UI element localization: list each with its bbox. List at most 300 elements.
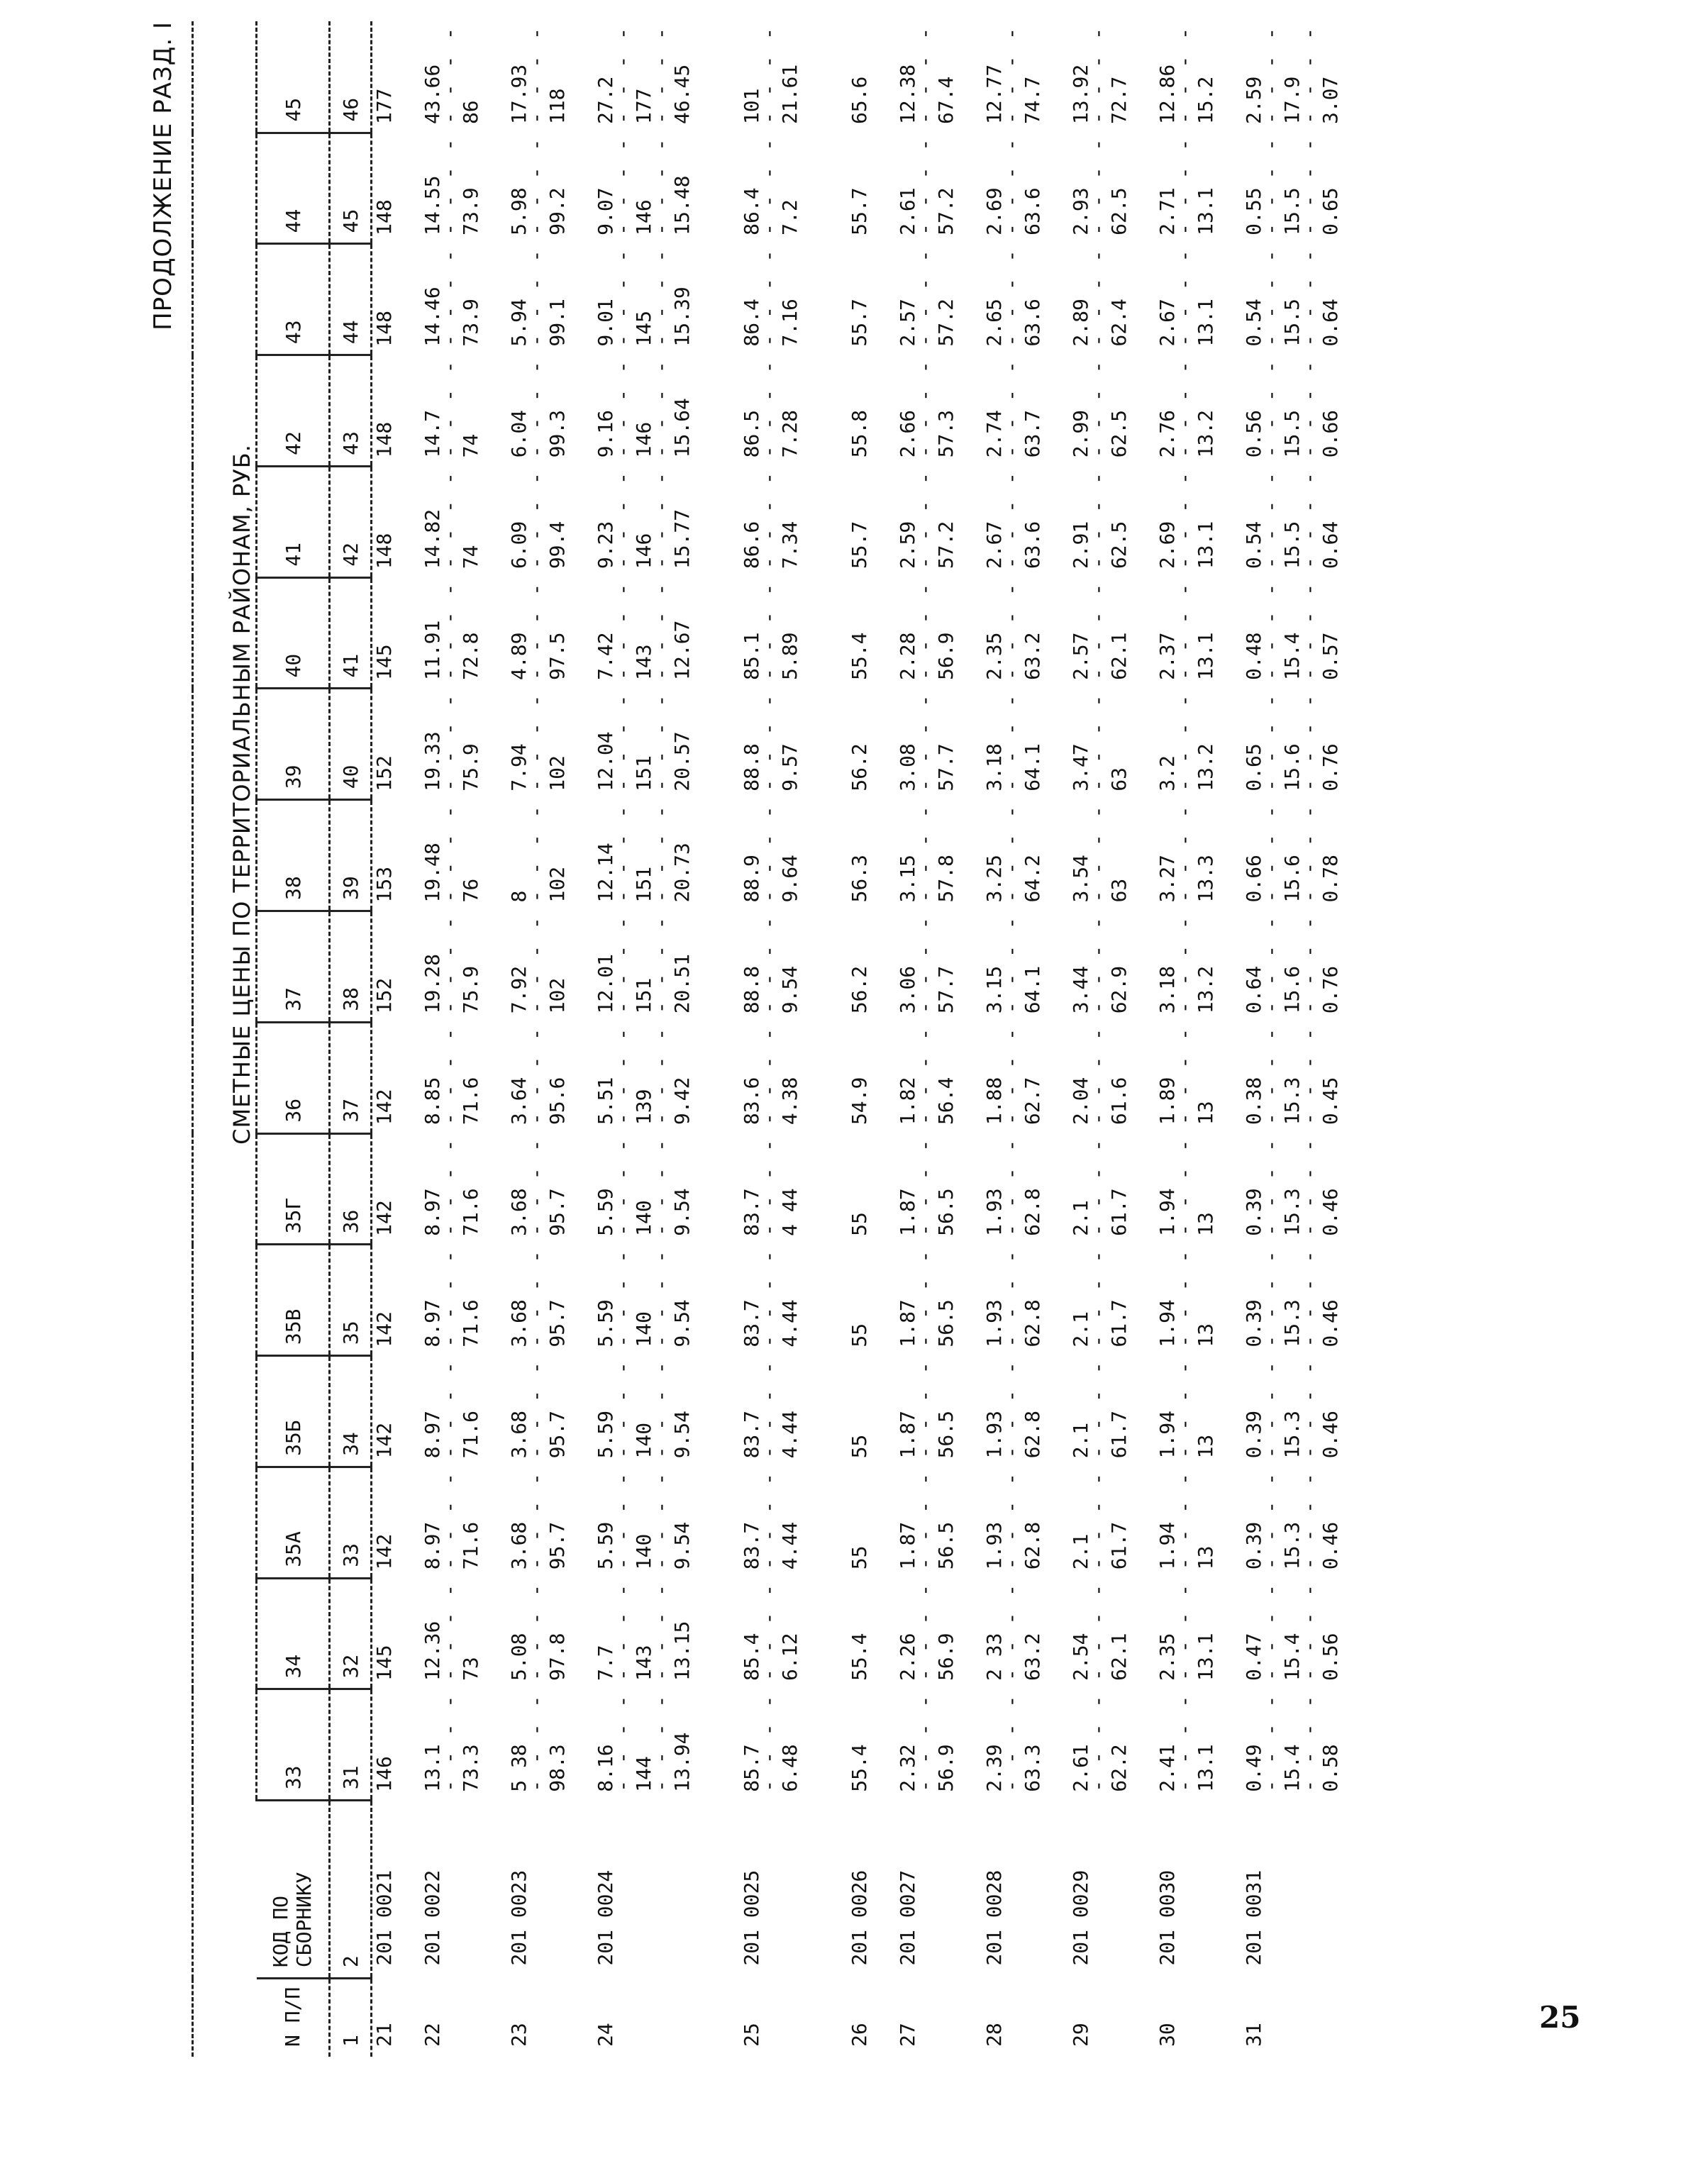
dash-separator (1006, 21, 1021, 124)
dash-separator (1093, 1356, 1107, 1459)
dash-separator (1093, 911, 1107, 1014)
price-value: 15.3 (1280, 1299, 1304, 1347)
dash-separator (1093, 1133, 1107, 1236)
price-value: 143 (632, 1645, 655, 1681)
dash-separator (656, 1022, 670, 1125)
price-cell (1069, 800, 1131, 911)
price-value: 1.93 (982, 1521, 1006, 1570)
dash-separator (1093, 1689, 1107, 1792)
price-cell (1242, 911, 1343, 1023)
price-cell (896, 1022, 958, 1133)
price-value: 0.48 (1242, 632, 1265, 680)
price-cell (826, 1689, 872, 1801)
price-value: 2.59 (896, 521, 919, 569)
dash-separator (618, 133, 632, 235)
dash-separator (1006, 1578, 1021, 1681)
dash-separator (1304, 800, 1319, 903)
price-value: 177 (372, 88, 396, 125)
region-header: 39 (257, 689, 330, 800)
price-cell (1155, 1133, 1218, 1245)
price-value: 55 (848, 1434, 871, 1459)
dash-separator (1304, 1245, 1319, 1347)
dash-separator (1093, 800, 1107, 903)
price-value: 63.7 (1021, 409, 1044, 458)
price-value: 151 (632, 755, 655, 791)
price-value: 140 (632, 1311, 655, 1347)
price-cell (1242, 133, 1343, 244)
price-value: 0.39 (1242, 1188, 1265, 1236)
price-value: 61.7 (1107, 1521, 1131, 1570)
row-code: 201 0025 (740, 1869, 763, 1966)
price-cell (1242, 1689, 1343, 1801)
dash-separator (656, 244, 670, 347)
column-number: 35 (330, 1245, 372, 1356)
price-cell (719, 1356, 802, 1467)
price-value: 72.8 (459, 632, 482, 680)
price-value: 151 (632, 866, 655, 903)
price-cell (421, 1245, 483, 1356)
price-cell (507, 689, 570, 800)
price-value: 7.7 (594, 1645, 617, 1681)
price-value: 55 (848, 1545, 871, 1570)
price-value: 95.7 (545, 1299, 569, 1347)
price-value: 95.6 (545, 1077, 569, 1126)
dash-separator (764, 21, 778, 124)
price-value: 55 (848, 1323, 871, 1347)
dash-separator (1304, 1689, 1319, 1792)
price-cell (507, 244, 570, 355)
price-cell (594, 1578, 694, 1689)
price-value: 7.16 (778, 299, 802, 347)
price-cell (826, 466, 872, 577)
price-cell (826, 21, 872, 133)
dash-separator (531, 577, 545, 680)
price-value: 3.68 (507, 1521, 531, 1570)
price-value: 72.7 (1107, 76, 1131, 125)
price-value: 63.3 (1021, 1744, 1044, 1792)
region-header: 43 (257, 244, 330, 355)
price-cell (421, 1467, 483, 1578)
price-value: 14.46 (421, 287, 444, 347)
price-value: 7.42 (594, 632, 617, 680)
price-value: 13.1 (421, 1744, 444, 1792)
price-value: 1.94 (1155, 1299, 1179, 1347)
row-code: 201 0021 (372, 1869, 396, 1966)
dash-separator (1180, 800, 1194, 903)
price-value: 3.2 (1155, 755, 1179, 791)
price-cell (1242, 466, 1343, 577)
price-value: 17.93 (507, 64, 531, 125)
dash-separator (1180, 1356, 1194, 1459)
price-cell (421, 1022, 483, 1133)
price-value: 57.7 (934, 743, 958, 791)
price-value: 2.41 (1155, 1744, 1179, 1792)
price-cell (372, 466, 397, 577)
price-value: 148 (372, 199, 396, 235)
price-value: 5.94 (507, 299, 531, 347)
price-cell (1155, 1022, 1218, 1133)
price-value: 74 (459, 545, 482, 569)
price-cell (372, 1245, 397, 1356)
price-value: 2.57 (896, 299, 919, 347)
column-number: 43 (330, 355, 372, 467)
price-cell (719, 1689, 802, 1801)
price-cell (594, 1689, 694, 1801)
price-value: 15.2 (1194, 76, 1217, 125)
price-value: 56.5 (934, 1299, 958, 1347)
col-code-header: КОД ПО СБОРНИКУ (257, 1801, 330, 1979)
dash-separator (1006, 244, 1021, 347)
dash-separator (1266, 1467, 1280, 1569)
price-value: 6.48 (778, 1744, 802, 1792)
price-value: 102 (545, 977, 569, 1014)
price-cell (826, 244, 872, 355)
dash-separator (531, 133, 545, 235)
price-value: 142 (372, 1311, 396, 1347)
header-caption-row (193, 21, 257, 2057)
dash-separator (1180, 1245, 1194, 1347)
price-value: 101 (740, 88, 763, 125)
dash-separator (1006, 1133, 1021, 1236)
price-value: 3.47 (1069, 743, 1092, 791)
dash-separator (656, 466, 670, 569)
column-number: 31 (330, 1689, 372, 1801)
table-caption: СМЕТНЫЕ ЦЕНЫ ПО ТЕРРИТОРИАЛЬНЫМ РАЙОНАМ, РУБ. (228, 444, 255, 1145)
price-cell (826, 689, 872, 800)
price-value: 5 38 (507, 1744, 531, 1792)
price-cell (594, 911, 694, 1023)
price-value: 15.77 (670, 508, 694, 569)
table-row (719, 21, 802, 2057)
column-number: 38 (330, 911, 372, 1023)
price-cell (826, 800, 872, 911)
price-value: 63.6 (1021, 521, 1044, 569)
dash-separator (656, 21, 670, 124)
dash-separator (1266, 1356, 1280, 1459)
dash-separator (1006, 577, 1021, 680)
price-cell (507, 466, 570, 577)
price-value: 62.9 (1107, 965, 1131, 1014)
price-cell (1155, 577, 1218, 689)
dash-separator (764, 466, 778, 569)
price-value: 9.01 (594, 299, 617, 347)
price-cell (896, 689, 958, 800)
price-value: 55.4 (848, 632, 871, 680)
dash-separator (764, 1578, 778, 1681)
price-value: 9.23 (594, 521, 617, 569)
price-cell (1242, 1467, 1343, 1578)
price-value: 11.91 (421, 620, 444, 680)
price-table (192, 21, 1367, 2057)
price-value: 148 (372, 311, 396, 347)
price-cell (372, 800, 397, 911)
dash-separator (618, 355, 632, 458)
price-cell (507, 800, 570, 911)
price-value: 15.5 (1280, 521, 1304, 569)
price-value: 15.5 (1280, 187, 1304, 235)
price-cell (1242, 1133, 1343, 1245)
price-cell (594, 1022, 694, 1133)
price-value: 55.4 (848, 1744, 871, 1792)
gap-cell (872, 21, 896, 2057)
price-value: 74.7 (1021, 76, 1044, 125)
price-value: 85.7 (740, 1744, 763, 1792)
price-value: 64.1 (1021, 743, 1044, 791)
price-value: 1.87 (896, 1299, 919, 1347)
price-cell (594, 577, 694, 689)
price-value: 71.6 (459, 1188, 482, 1236)
price-value: 13.92 (1069, 64, 1092, 125)
price-value: 1.93 (982, 1410, 1006, 1459)
price-value: 15.48 (670, 175, 694, 235)
price-value: 8.16 (594, 1744, 617, 1792)
price-cell (1155, 244, 1218, 355)
row-code: 201 0027 (896, 1869, 919, 1966)
price-cell (1242, 689, 1343, 800)
price-cell (896, 577, 958, 689)
dash-separator (531, 689, 545, 791)
price-value: 140 (632, 1533, 655, 1570)
price-cell (1069, 133, 1131, 244)
price-value: 71.6 (459, 1521, 482, 1570)
dash-separator (920, 244, 934, 347)
price-value: 0.39 (1242, 1521, 1265, 1570)
dash-separator (656, 1467, 670, 1569)
price-value: 13.1 (1194, 1744, 1217, 1792)
dash-separator (920, 800, 934, 903)
price-cell (1155, 133, 1218, 244)
price-value: 2.67 (1155, 299, 1179, 347)
price-value: 1.94 (1155, 1188, 1179, 1236)
price-value: 151 (632, 977, 655, 1014)
column-number: 41 (330, 577, 372, 689)
price-cell (1155, 800, 1218, 911)
table-row (1242, 21, 1343, 2057)
price-value: 86.5 (740, 409, 763, 458)
price-value: 6.04 (507, 409, 531, 458)
dash-separator (656, 689, 670, 791)
price-cell (372, 689, 397, 800)
price-value: 0.65 (1242, 743, 1265, 791)
row-gap (570, 21, 594, 2057)
dash-separator (1266, 800, 1280, 903)
dash-separator (1180, 1467, 1194, 1569)
price-value: 13 (1194, 1323, 1217, 1347)
price-value: 2.35 (982, 632, 1006, 680)
price-value: 2.26 (896, 1633, 919, 1681)
price-value: 2.69 (1155, 521, 1179, 569)
price-value: 143 (632, 644, 655, 680)
price-cell (421, 911, 483, 1023)
price-value: 4.89 (507, 632, 531, 680)
row-gap (1045, 21, 1069, 2057)
dash-separator (920, 1245, 934, 1347)
price-value: 5.89 (778, 632, 802, 680)
price-cell (826, 1133, 872, 1245)
price-value: 2.66 (896, 409, 919, 458)
price-value: 3.08 (896, 743, 919, 791)
dash-separator (1266, 1133, 1280, 1236)
price-value: 15.39 (670, 287, 694, 347)
price-cell (896, 133, 958, 244)
price-value: 56.3 (848, 855, 871, 903)
gap-cell (1045, 21, 1069, 2057)
dash-separator (1093, 133, 1107, 235)
price-cell (507, 1689, 570, 1801)
price-cell (1069, 1133, 1131, 1245)
table-row (982, 21, 1045, 2057)
price-value: 15.6 (1280, 855, 1304, 903)
price-value: 15.4 (1280, 632, 1304, 680)
dash-separator (1180, 689, 1194, 791)
dash-separator (1304, 577, 1319, 680)
price-cell (1155, 689, 1218, 800)
price-value: 56.5 (934, 1188, 958, 1236)
dash-separator (445, 1022, 459, 1125)
dash-separator (1006, 133, 1021, 235)
price-value: 12.04 (594, 731, 617, 791)
price-value: 5.51 (594, 1077, 617, 1126)
header-colnum-row (330, 21, 372, 2057)
column-number: 2 (330, 1801, 372, 1979)
price-value: 13 (1194, 1545, 1217, 1570)
price-value: 62.7 (1021, 1077, 1044, 1126)
price-value: 3.68 (507, 1299, 531, 1347)
dash-separator (445, 244, 459, 347)
region-header: 41 (257, 466, 330, 577)
price-value: 152 (372, 755, 396, 791)
price-cell (982, 689, 1045, 800)
price-value: 99.2 (545, 187, 569, 235)
price-value: 56.2 (848, 965, 871, 1014)
price-value: 62.1 (1107, 1633, 1131, 1681)
price-cell (982, 1578, 1045, 1689)
price-cell (594, 1467, 694, 1578)
dash-separator (1093, 577, 1107, 680)
price-cell (1242, 1022, 1343, 1133)
price-value: 144 (632, 1756, 655, 1792)
price-value: 142 (372, 1422, 396, 1459)
price-value: 15.5 (1280, 299, 1304, 347)
dash-separator (445, 577, 459, 680)
price-value: 140 (632, 1200, 655, 1236)
price-value: 9.54 (670, 1188, 694, 1236)
column-number: 40 (330, 689, 372, 800)
dash-separator (1006, 1245, 1021, 1347)
header-region-row (257, 21, 330, 2057)
dash-separator (1093, 355, 1107, 458)
column-number: 46 (330, 21, 372, 133)
price-cell (1155, 1467, 1218, 1578)
dash-separator (445, 911, 459, 1014)
dash-separator (1304, 244, 1319, 347)
price-value: 0.64 (1242, 965, 1265, 1014)
dash-separator (1180, 1133, 1194, 1236)
column-number: 32 (330, 1578, 372, 1689)
price-value: 62.8 (1021, 1188, 1044, 1236)
price-value: 2.57 (1069, 632, 1092, 680)
price-value: 3.15 (982, 965, 1006, 1014)
price-value: 145 (372, 644, 396, 680)
price-value: 86.6 (740, 521, 763, 569)
dash-separator (1006, 466, 1021, 569)
dash-separator (920, 911, 934, 1014)
price-cell (896, 1578, 958, 1689)
dash-separator (1180, 911, 1194, 1014)
price-value: 57.2 (934, 187, 958, 235)
price-value: 86.4 (740, 299, 763, 347)
dash-separator (1006, 800, 1021, 903)
dash-separator (1266, 133, 1280, 235)
price-value: 83.7 (740, 1188, 763, 1236)
table-row (372, 21, 397, 2057)
price-cell (1069, 355, 1131, 467)
price-value: 146 (632, 199, 655, 235)
row-gap (872, 21, 896, 2057)
continuation-heading: ПРОДОЛЖЕНИЕ РАЗД. I (149, 21, 177, 330)
table-row (594, 21, 694, 2057)
row-gap (958, 21, 982, 2057)
row-gap (1218, 21, 1242, 2057)
dash-separator (1304, 1022, 1319, 1125)
price-value: 2.1 (1069, 1533, 1092, 1570)
price-value: 63.6 (1021, 299, 1044, 347)
dash-separator (618, 577, 632, 680)
price-value: 17.9 (1280, 76, 1304, 125)
price-value: 0.66 (1242, 855, 1265, 903)
price-cell (719, 466, 802, 577)
price-value: 5.08 (507, 1633, 531, 1681)
dash-separator (531, 911, 545, 1014)
price-cell (1242, 577, 1343, 689)
price-value: 140 (632, 1422, 655, 1459)
price-value: 142 (372, 1533, 396, 1570)
price-cell (896, 466, 958, 577)
price-cell (896, 1133, 958, 1245)
price-cell (507, 1578, 570, 1689)
price-value: 56.5 (934, 1410, 958, 1459)
dash-separator (764, 911, 778, 1014)
price-cell (982, 133, 1045, 244)
price-value: 15.6 (1280, 965, 1304, 1014)
table-header (193, 21, 372, 2057)
dash-separator (1180, 1578, 1194, 1681)
price-value: 64.1 (1021, 965, 1044, 1014)
price-value: 46.45 (670, 64, 694, 125)
price-value: 0.78 (1319, 855, 1342, 903)
price-value: 86.4 (740, 187, 763, 235)
price-cell (372, 133, 397, 244)
dash-separator (618, 1689, 632, 1792)
price-cell (1155, 466, 1218, 577)
price-cell (594, 355, 694, 467)
price-cell (982, 1022, 1045, 1133)
price-cell (1069, 1245, 1131, 1356)
price-cell (1242, 1356, 1343, 1467)
price-cell (1242, 1578, 1343, 1689)
price-value: 63.2 (1021, 632, 1044, 680)
price-value: 13.1 (1194, 1633, 1217, 1681)
price-value: 1.87 (896, 1521, 919, 1570)
price-cell (1069, 689, 1131, 800)
price-value: 62.4 (1107, 299, 1131, 347)
price-value: 62.5 (1107, 409, 1131, 458)
price-value: 8.97 (421, 1410, 444, 1459)
price-value: 9.54 (670, 1521, 694, 1570)
price-value: 2.54 (1069, 1633, 1092, 1681)
region-header: 38 (257, 800, 330, 911)
price-cell (1069, 1578, 1131, 1689)
